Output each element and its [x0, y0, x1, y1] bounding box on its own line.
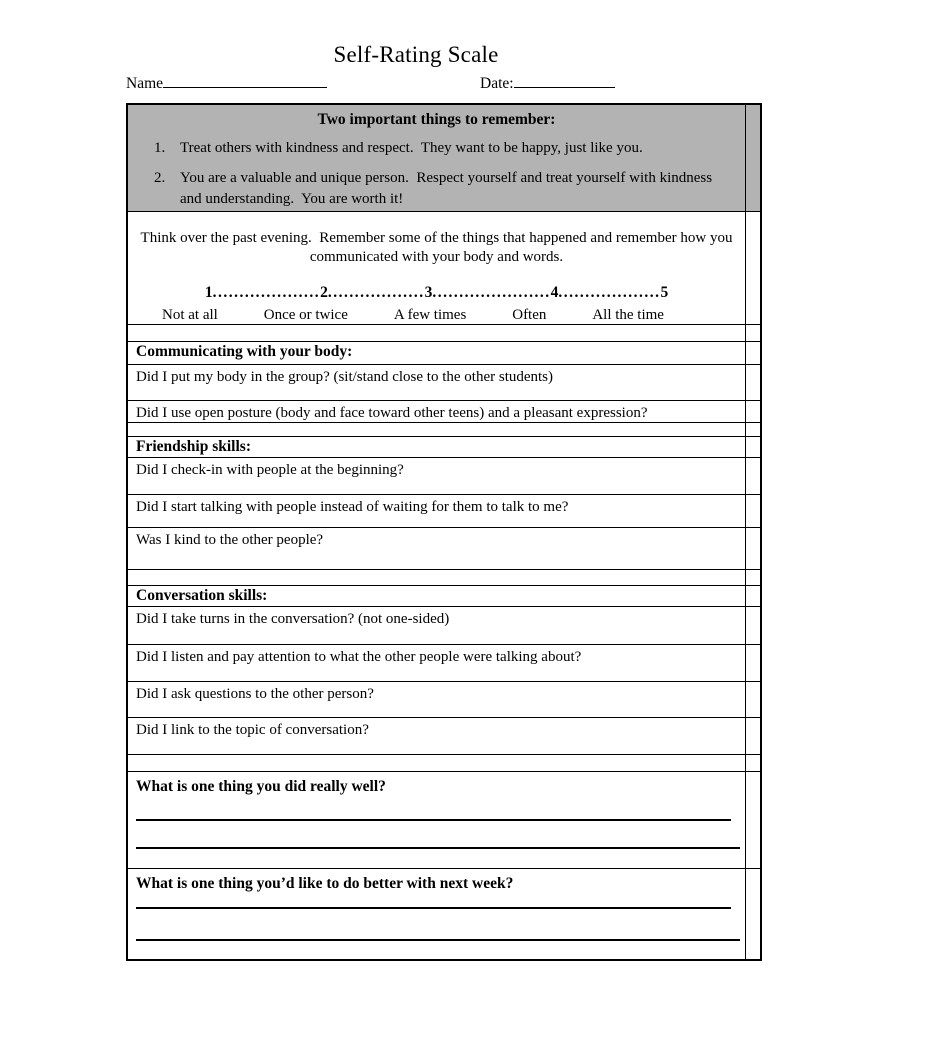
- spacer-row: [128, 423, 760, 437]
- rating-cell: [745, 325, 760, 341]
- scale-label: A few times: [393, 307, 467, 323]
- name-date-row: [126, 72, 762, 92]
- question-text: Did I take turns in the conversation? (not one-sided): [136, 611, 450, 627]
- section-header-row: [128, 342, 760, 365]
- instructions-cell: [128, 212, 745, 324]
- answer-line[interactable]: [136, 939, 740, 941]
- rating-cell[interactable]: [745, 607, 760, 644]
- list-number: 1.: [154, 140, 166, 156]
- question-row: [128, 607, 760, 645]
- section-heading: Communicating with your body:: [136, 343, 353, 360]
- rating-cell: [745, 212, 760, 324]
- rating-cell: [745, 570, 760, 585]
- reminder-row: [128, 105, 760, 212]
- question-text: Did I check-in with people at the beginning?: [136, 462, 404, 478]
- rating-cell: [745, 437, 760, 457]
- reminder-heading: Two important things to remember:: [317, 111, 556, 128]
- scale-number: 5: [660, 284, 669, 301]
- scale-dots: ......................: [432, 284, 551, 301]
- scale-number: 1: [204, 284, 213, 301]
- question-text: Did I link to the topic of conversation?: [136, 722, 369, 738]
- scale-dots: ..................: [327, 284, 425, 301]
- reminder-box: [128, 105, 745, 211]
- rating-cell: [745, 423, 760, 436]
- scale-label: Not at all: [162, 307, 218, 323]
- rating-cell: [745, 342, 760, 364]
- rating-cell: [745, 586, 760, 606]
- question-text: Did I start talking with people instead of waiting for them to talk to me?: [136, 499, 569, 515]
- answer-line[interactable]: [136, 907, 731, 909]
- section-heading: Friendship skills:: [136, 438, 251, 455]
- rating-cell[interactable]: [745, 718, 760, 754]
- open-question-prompt: What is one thing you did really well?: [136, 778, 386, 795]
- rating-cell: [745, 869, 760, 959]
- scale-dots: ...................: [558, 284, 661, 301]
- open-question-row: [128, 869, 760, 959]
- rating-cell: [745, 772, 760, 868]
- rating-cell[interactable]: [745, 645, 760, 681]
- open-question-row: [128, 772, 760, 869]
- question-row: [128, 365, 760, 401]
- scale-number: 4: [550, 284, 559, 301]
- scale-number: 3: [424, 284, 433, 301]
- question-row: [128, 528, 760, 570]
- section-heading: Conversation skills:: [136, 587, 268, 604]
- rating-cell[interactable]: [745, 401, 760, 422]
- name-blank-field[interactable]: [163, 72, 327, 88]
- reminder-item-text: Treat others with kindness and respect. They want to be happy, just like you.: [180, 140, 643, 156]
- rating-scale-labels: [162, 307, 664, 324]
- question-text: Did I ask questions to the other person?: [136, 686, 374, 702]
- spacer-row: [128, 570, 760, 586]
- rating-cell[interactable]: [745, 528, 760, 569]
- instructions-row: [128, 212, 760, 325]
- scale-number: 2: [320, 284, 328, 301]
- name-label: Name: [126, 75, 164, 92]
- scale-label: All the time: [592, 307, 664, 323]
- rating-cell[interactable]: [745, 458, 760, 494]
- question-text: Did I put my body in the group? (sit/stand close to the other students): [136, 369, 554, 385]
- question-row: [128, 718, 760, 755]
- spacer-row: [128, 325, 760, 342]
- date-blank-field[interactable]: [514, 72, 615, 88]
- rating-cell[interactable]: [745, 682, 760, 717]
- open-question-prompt: What is one thing you’d like to do better with next week?: [136, 875, 514, 892]
- date-group: [480, 72, 615, 93]
- list-number: 2.: [154, 170, 166, 186]
- rating-cell[interactable]: [745, 365, 760, 400]
- section-header-row: [128, 586, 760, 607]
- reminder-item: [128, 138, 745, 159]
- scale-label: Once or twice: [263, 307, 348, 323]
- answer-line[interactable]: [136, 847, 740, 849]
- question-text: Was I kind to the other people?: [136, 532, 324, 548]
- reminder-item-text: You are a valuable and unique person. Respect yourself and treat yourself with kindness and understanding. You are worth it!: [180, 170, 716, 207]
- question-row: [128, 645, 760, 682]
- scale-label: Often: [512, 307, 547, 323]
- rating-cell: [745, 755, 760, 771]
- question-row: [128, 458, 760, 495]
- answer-line[interactable]: [136, 819, 731, 821]
- question-row: [128, 401, 760, 423]
- date-label: Date:: [480, 75, 514, 92]
- question-row: [128, 682, 760, 718]
- rating-cell[interactable]: [745, 495, 760, 527]
- reminder-item: [128, 168, 745, 210]
- rating-scale-line: [128, 284, 745, 302]
- question-text: Did I use open posture (body and face toward other teens) and a pleasant expression?: [136, 405, 648, 421]
- page-title: Self-Rating Scale: [333, 42, 499, 67]
- instructions-text: Think over the past evening. Remember some of the things that happened and remember how you communicated with your body and words.: [140, 230, 737, 265]
- scale-dots: ....................: [212, 284, 321, 301]
- self-rating-form-table: [126, 103, 762, 961]
- section-header-row: [128, 437, 760, 458]
- question-text: Did I listen and pay attention to what the other people were talking about?: [136, 649, 582, 665]
- question-row: [128, 495, 760, 528]
- spacer-row: [128, 755, 760, 772]
- rating-cell: [745, 105, 760, 211]
